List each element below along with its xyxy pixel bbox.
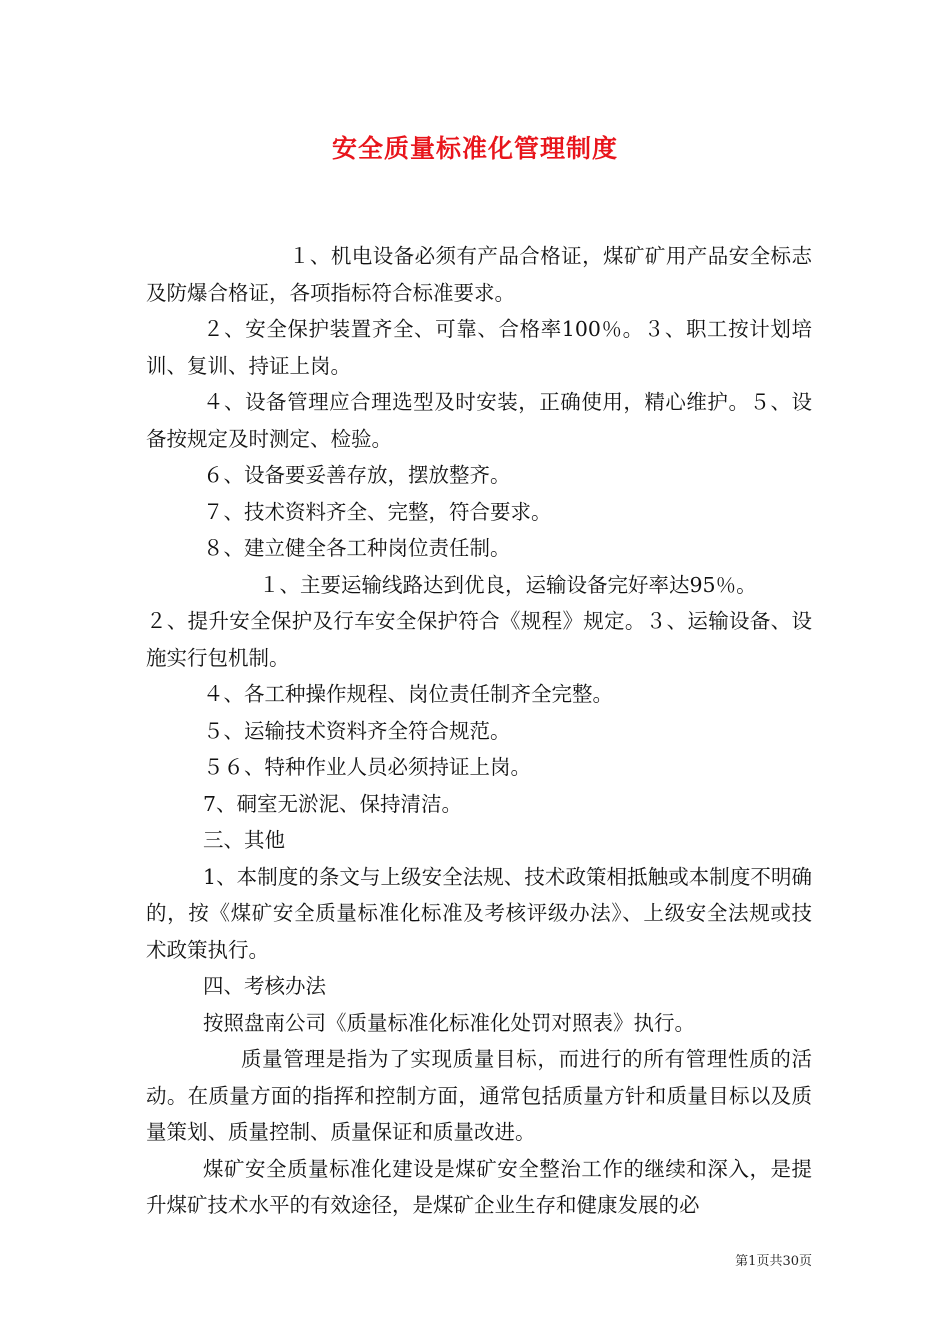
body-paragraph: ４、各工种操作规程、岗位责任制齐全完整。 xyxy=(203,682,613,706)
document-title: 安全质量标准化管理制度 xyxy=(331,134,618,163)
body-paragraph: 四、考核办法 xyxy=(203,974,326,998)
body-paragraph: １、主要运输线路达到优良，运输设备完好率达95％。 xyxy=(259,572,757,597)
body-paragraph: ７、技术资料齐全、完整，符合要求。 xyxy=(203,499,552,524)
body-paragraph: ５、运输技术资料齐全符合规范。 xyxy=(203,718,511,743)
body-paragraph: 煤矿安全质量标准化建设是煤矿安全整治工作的继续和深入，是提升煤矿技术水平的有效途径，是煤矿企业生存和健康发展的必 xyxy=(146,1156,812,1217)
body-paragraph: 按照盘南公司《质量标准化标准化处罚对照表》执行。 xyxy=(203,1010,695,1035)
body-paragraph: 1、本制度的条文与上级安全法规、技术政策相抵触或本制度不明确的，按《煤矿安全质量标准化标准及考核评级办法》、上级安全法规或技术政策执行。 xyxy=(146,864,812,962)
page-number-footer: 第1页共30页 xyxy=(735,1254,812,1269)
body-paragraph: 7、硐室无淤泥、保持清洁。 xyxy=(203,791,463,816)
body-paragraph: ２、提升安全保护及行车安全保护符合《规程》规定。３、运输设备、设施实行包机制。 xyxy=(146,609,812,670)
body-paragraph: 三、其他 xyxy=(203,828,285,852)
body-paragraph: ８、建立健全各工种岗位责任制。 xyxy=(203,536,511,560)
document-body xyxy=(146,238,812,1224)
body-paragraph: ６、设备要妥善存放，摆放整齐。 xyxy=(203,463,511,487)
body-paragraph: 质量管理是指为了实现质量目标，而进行的所有管理性质的活动。在质量方面的指挥和控制方面，通常包括质量方针和质量目标以及质量策划、质量控制、质量保证和质量改进。 xyxy=(146,1047,812,1144)
body-paragraph: ２、安全保护装置齐全、可靠、合格率100％。３、职工按计划培训、复训、持证上岗。 xyxy=(146,317,812,378)
body-paragraph: １、机电设备必须有产品合格证，煤矿矿用产品安全标志及防爆合格证，各项指标符合标准要求。 xyxy=(146,244,812,305)
body-paragraph: ４、设备管理应合理选型及时安装，正确使用，精心维护。５、设备按规定及时测定、检验。 xyxy=(146,390,812,451)
body-paragraph: ５６、特种作业人员必须持证上岗。 xyxy=(203,755,531,779)
